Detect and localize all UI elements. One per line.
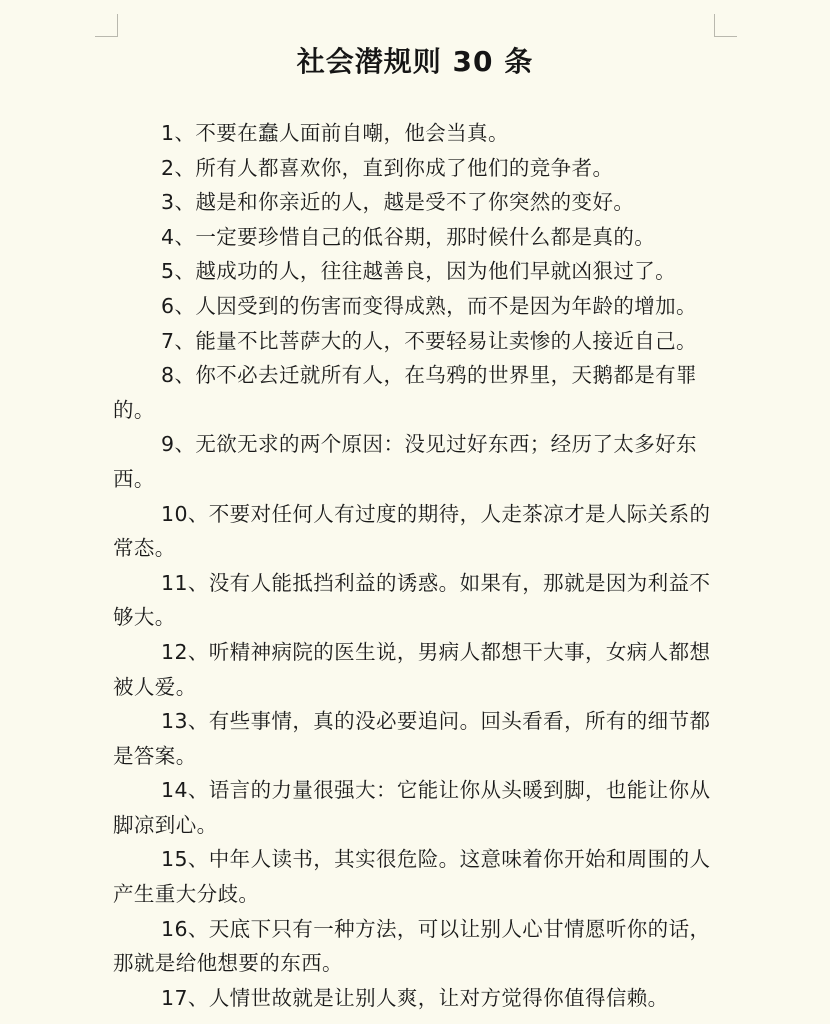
list-item: 2、所有人都喜欢你，直到你成了他们的竞争者。 — [161, 155, 614, 180]
list-item: 17、人情世故就是让别人爽，让对方觉得你值得信赖。 — [161, 985, 669, 1010]
crop-mark-top-right — [714, 14, 737, 37]
list-item: 13、有些事情，真的没必要追问。回头看看，所有的细节都是答案。 — [113, 709, 711, 768]
list-item: 1、不要在蠢人面前自嘲，他会当真。 — [161, 121, 509, 145]
crop-mark-top-left — [95, 14, 118, 37]
list-item: 8、你不必去迁就所有人，在乌鸦的世界里，天鹅都是有罪的。 — [113, 363, 697, 422]
list-item: 3、越是和你亲近的人，越是受不了你突然的变好。 — [161, 190, 635, 215]
list-item: 12、听精神病院的医生说，男病人都想干大事，女病人都想被人爱。 — [113, 639, 711, 699]
list-item: 4、一定要珍惜自己的低谷期，那时候什么都是真的。 — [161, 224, 656, 249]
list-item: 6、人因受到的伤害而变得成熟，而不是因为年龄的增加。 — [161, 293, 697, 318]
list-item: 5、越成功的人，往往越善良，因为他们早就凶狠过了。 — [161, 259, 677, 284]
document-body — [113, 116, 723, 1015]
list-item: 15、中年人读书，其实很危险。这意味着你开始和周围的人产生重大分歧。 — [113, 847, 711, 907]
list-item: 16、天底下只有一种方法，可以让别人心甘情愿听你的话，那就是给他想要的东西。 — [113, 916, 711, 976]
list-item: 11、没有人能抵挡利益的诱惑。如果有，那就是因为利益不够大。 — [113, 570, 711, 630]
list-item: 14、语言的力量很强大：它能让你从头暖到脚，也能让你从脚凉到心。 — [113, 778, 711, 837]
list-item: 9、无欲无求的两个原因：没见过好东西；经历了太多好东西。 — [113, 432, 697, 491]
document-title: 社会潜规则 30 条 — [296, 45, 534, 78]
list-item: 10、不要对任何人有过度的期待，人走茶凉才是人际关系的常态。 — [113, 501, 711, 561]
list-item: 7、能量不比菩萨大的人，不要轻易让卖惨的人接近自己。 — [161, 328, 697, 353]
